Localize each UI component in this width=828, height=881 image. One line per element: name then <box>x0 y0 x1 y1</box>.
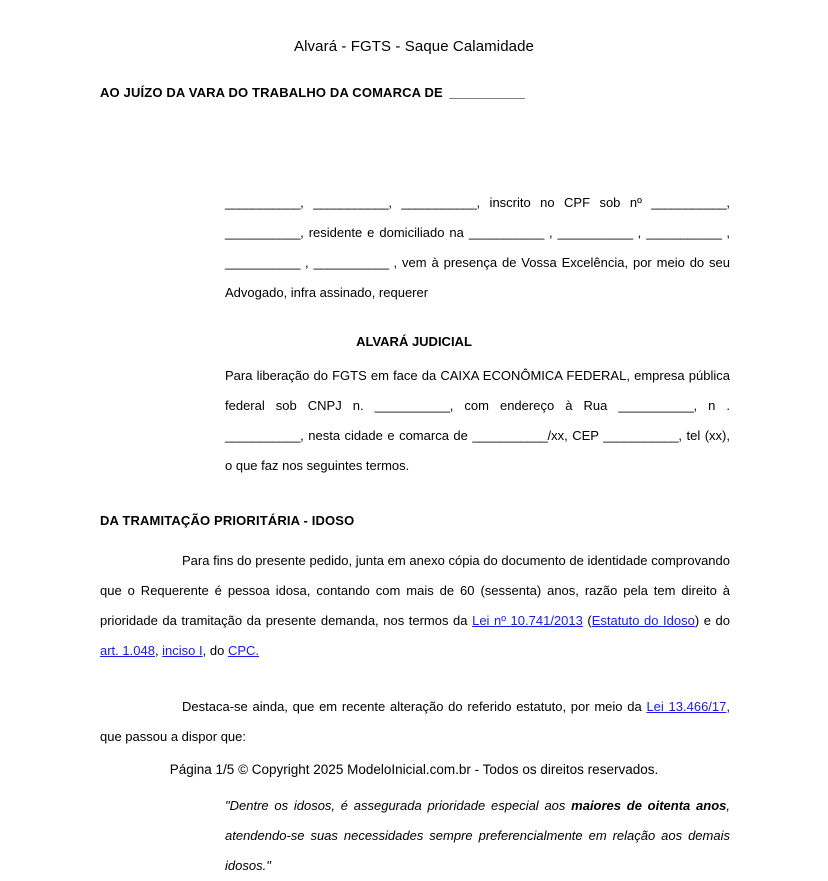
qualification-sep-1: , <box>300 195 314 210</box>
qualification-sep-2: , <box>388 195 402 210</box>
blank-numero: ___________ <box>557 225 633 240</box>
heading-juizo-label: AO JUÍZO DA VARA DO TRABALHO DA COMARCA DE <box>100 85 443 100</box>
tramitacao-text-3: ) e do <box>694 613 731 628</box>
quote-part-1: "Dentre os idosos, é assegurada prioridade especial aos <box>225 798 572 813</box>
link-cpc[interactable]: CPC. <box>227 643 259 658</box>
qualification-sep-7: , <box>300 255 314 270</box>
heading-juizo-vara-trabalho <box>0 55 828 100</box>
destaque-text-2: , que passou a dispor que: <box>100 699 730 744</box>
tramitacao-text-5: , do <box>202 643 228 658</box>
paragraph-tramitacao <box>100 546 730 666</box>
destaque-text-1: Destaca-se ainda, que em recente alteração do referido estatuto, por meio da <box>182 699 647 714</box>
blank-endereco: ___________ <box>468 225 544 240</box>
paragraph-destaque <box>100 692 730 752</box>
paragraph-alvara-body <box>225 361 730 481</box>
link-art-1048[interactable]: art. 1.048 <box>100 643 155 658</box>
blank-numero-caixa: ___________ <box>225 428 301 443</box>
link-lei-13466-17[interactable]: Lei 13.466/17 <box>646 699 727 714</box>
spacer-after-juizo <box>0 100 828 162</box>
qualification-sep-4: , <box>543 225 558 240</box>
page-footer: Página 1/5 © Copyright 2025 ModeloInicial.com.br - Todos os direitos reservados. <box>169 762 659 777</box>
blank-rua: ___________ <box>618 398 694 413</box>
spacer-before-tramitacao-body <box>0 528 828 546</box>
alvara-text-3: , n . <box>693 398 730 413</box>
tramitacao-text-2: ( <box>582 613 592 628</box>
spacer-before-alvara-body <box>0 351 828 361</box>
blank-cidade: ___________ <box>225 255 301 270</box>
heading-juizo-blank-line: ___________ <box>449 85 525 100</box>
paragraph-qualification <box>225 188 730 308</box>
spacer-before-qualification <box>0 162 828 188</box>
qualification-text-2: , residente e domiciliado na <box>300 225 469 240</box>
tramitacao-text-1: Para fins do presente pedido, junta em anexo cópia do documento de identidade comprovando que o Requerente é pessoa idosa, contando com mais de 60 (sessenta) anos, razão pela tem direito à prioridade da tramitação da presente demanda, nos termos da <box>100 553 730 628</box>
alvara-text-2: , com endereço à Rua <box>449 398 619 413</box>
blank-cpf: ___________ <box>651 195 727 210</box>
document-title: Alvará - FGTS - Saque Calamidade <box>294 38 534 55</box>
qualification-sep-5: , <box>632 225 647 240</box>
blank-cep-caixa: ___________ <box>603 428 679 443</box>
alvara-text-6: , tel (xx), o que faz nos seguintes termos. <box>225 428 730 473</box>
blockquote-estatuto <box>225 791 730 881</box>
quote-part-2: , atendendo-se suas necessidades sempre preferencialmente em relação aos demais idosos." <box>225 798 730 873</box>
heading-alvara-judicial: ALVARÁ JUDICIAL <box>356 334 472 349</box>
quote-bold-maiores-oitenta: maiores de oitenta anos <box>571 798 727 813</box>
blank-rg: ___________ <box>225 225 301 240</box>
qualification-text-1: , inscrito no CPF sob nº <box>476 195 652 210</box>
tramitacao-text-4: , <box>154 643 163 658</box>
blank-nome: ___________ <box>225 195 301 210</box>
qualification-text-3: , vem à presença de Vossa Excelência, por meio do seu Advogado, infra assinado, requerer <box>225 255 730 300</box>
blank-estado-civil: ___________ <box>401 195 477 210</box>
blank-cnpj: ___________ <box>374 398 450 413</box>
qualification-sep-3: , <box>726 195 731 210</box>
blank-bairro: ___________ <box>646 225 722 240</box>
heading-tramitacao-prioritaria: DA TRAMITAÇÃO PRIORITÁRIA - IDOSO <box>100 513 355 528</box>
alvara-text-1: Para liberação do FGTS em face da CAIXA ECONÔMICA FEDERAL, empresa pública federal sob CNPJ n. <box>225 368 730 413</box>
alvara-text-5: /xx, CEP <box>547 428 604 443</box>
link-inciso-i[interactable]: inciso I <box>162 643 203 658</box>
blank-cep: ___________ <box>313 255 389 270</box>
link-estatuto-do-idoso[interactable]: Estatuto do Idoso <box>591 613 695 628</box>
blank-nacionalidade: ___________ <box>313 195 389 210</box>
link-lei-10741-2013[interactable]: Lei nº 10.741/2013 <box>472 613 583 628</box>
spacer-before-destaque <box>0 666 828 692</box>
qualification-sep-6: , <box>721 225 731 240</box>
alvara-text-4: , nesta cidade e comarca de <box>300 428 473 443</box>
blank-comarca: ___________ <box>472 428 548 443</box>
